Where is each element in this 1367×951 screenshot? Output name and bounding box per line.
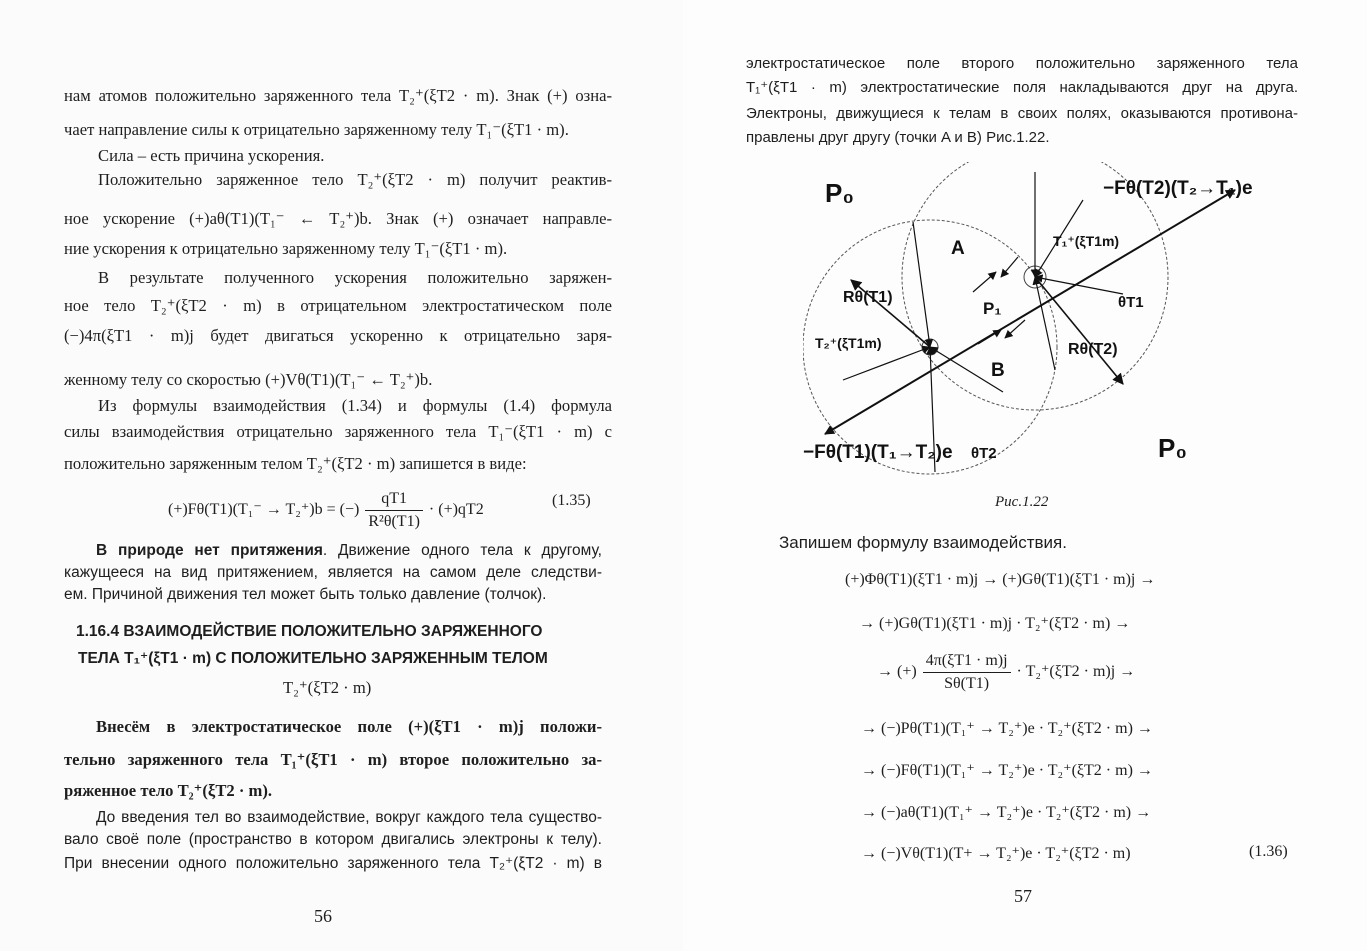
page-number: 56 [314, 906, 332, 926]
text-line: чает направление силы к отрицательно заряженному телу T₁⁻(ξT1 · m). [64, 120, 569, 139]
chain-frac-line [877, 650, 1135, 695]
chain-line: → (−)Vθ(T1)(T+ → T₂⁺)e · T₂⁺(ξT2 · m) [861, 845, 1131, 862]
formula-rhs: · (+)qT2 [428, 501, 484, 519]
label-p1: P₁ [983, 299, 1002, 318]
ray [843, 347, 930, 380]
text-line: нам атомов положительно заряженного тела T₂⁺(ξT2 · m). Знак (+) озна- [64, 86, 612, 105]
text-line: ное ускорение (+)aθ(T1)(T₁⁻ ← T₂⁺)b. Знак (+) означает направле- [64, 209, 612, 228]
text-line: ное тело T₂⁺(ξT2 · m) в отрицательном электростатическом поле [64, 296, 612, 315]
text-line: T₁⁺(ξT1 · m) электростатические поля накладываются друг на друга. [746, 79, 1298, 96]
fraction-numerator: 4π(ξT1 · m)j [923, 650, 1011, 673]
ray [913, 222, 930, 347]
bold-paragraph-line: ряженное тело T₂⁺(ξT2 · m). [64, 781, 273, 800]
radius-t2 [1035, 277, 1123, 384]
text-line: вало своё поле (пространство в котором двигались электроны к телу). [64, 831, 602, 848]
nature-rest: . Движение одного тела к другому, [322, 542, 602, 559]
fraction-denominator: Sθ(T1) [944, 675, 990, 692]
text-line: Электроны, движущиеся к телам в своих полях, оказываются противона- [746, 105, 1298, 122]
point-a-arrow [973, 272, 996, 292]
formula-1-35 [168, 488, 484, 533]
text-line: При внесении одного положительно заряженного тела T₂⁺(ξT2 · m) в [64, 855, 602, 872]
chain-line: (+)Φθ(T1)(ξT1 · m)j → (+)Gθ(T1)(ξT1 · m)j → [845, 571, 1156, 588]
point-b-arrow [978, 330, 1001, 344]
point-a-arrow [1001, 257, 1018, 277]
right-page [683, 0, 1367, 951]
text-line: (−)4π(ξT1 · m)j будет двигаться ускоренно к отрицательно заря- [64, 326, 612, 345]
left-page [0, 0, 683, 951]
page-number: 57 [1014, 886, 1032, 906]
bold-paragraph-line: Внесём в электростатическое поле (+)(ξT1 · m)j положи- [96, 717, 602, 736]
bold-paragraph-line: тельно заряженного тела T₁⁺(ξT1 · m) второе положительно за- [64, 750, 602, 769]
label-point-a: A [951, 238, 965, 259]
text-line: положительно заряженным телом T₂⁺(ξT2 · m) запишется в виде: [64, 454, 527, 473]
text-line: силы взаимодействия отрицательно заряженного тела T₁⁻(ξT1 · m) с [64, 422, 612, 441]
fraction-denominator: R²θ(T1) [368, 513, 420, 530]
text-line: ние ускорения к отрицательно заряженному телу T₁⁻(ξT1 · m). [64, 239, 508, 258]
chain-fraction [923, 650, 1011, 695]
label-po-bottom: P₀ [1158, 433, 1188, 463]
label-theta-t1: θT1 [1118, 294, 1144, 311]
figure-caption: Рис.1.22 [995, 494, 1049, 510]
nature-line-1 [96, 541, 602, 561]
intro-line: Запишем формулу взаимодействия. [779, 533, 1067, 552]
formula-fraction [365, 488, 423, 533]
section-heading-line-2: ТЕЛА T₁⁺(ξT1 · m) С ПОЛОЖИТЕЛЬНО ЗАРЯЖЕННЫМ ТЕЛОМ [78, 650, 548, 667]
label-force-bottom: −Fθ(T1)(T₁→T₂)e [803, 442, 953, 463]
frac-line-pre: → (+) [877, 663, 917, 681]
label-t2: T₂⁺(ξT1m) [815, 335, 882, 351]
equation-number: (1.35) [552, 492, 591, 509]
label-t1: T₁⁺(ξT1m) [1053, 233, 1120, 249]
text-line: электростатическое поле второго положительно заряженного тела [746, 55, 1298, 72]
chain-line: → (+)Gθ(T1)(ξT1 · m)j · T₂⁺(ξT2 · m) → [859, 615, 1131, 632]
nature-line-3: ем. Причиной движения тел может быть только давление (толчок). [64, 586, 547, 603]
text-line: Положительно заряженное тело T₂⁺(ξT2 · m) получит реактив- [98, 170, 612, 189]
nature-line-2: кажущееся на вид притяжением, является на самом деле следстви- [64, 564, 602, 581]
figure-1-22-diagram [803, 162, 1273, 482]
label-theta-t2: θT2 [971, 445, 997, 462]
text-line: правлены друг другу (точки A и B) Рис.1.22. [746, 129, 1050, 146]
text-line: женному телу со скоростью (+)Vθ(T1)(T₁⁻ ← T₂⁺)b. [64, 370, 433, 389]
ray [1035, 277, 1055, 370]
section-heading-line-1: 1.16.4 ВЗАИМОДЕЙСТВИЕ ПОЛОЖИТЕЛЬНО ЗАРЯЖЕННОГО [76, 623, 543, 640]
force-axis-line [825, 190, 1235, 434]
section-heading-line-3: T₂⁺(ξT2 · m) [283, 678, 372, 697]
nature-bold: В природе нет притяжения [96, 542, 323, 559]
chain-line: → (−)aθ(T1)(T₁⁺ → T₂⁺)e · T₂⁺(ξT2 · m) → [861, 804, 1152, 821]
text-line: До введения тел во взаимодействие, вокруг каждого тела существо- [96, 809, 602, 826]
chain-line: → (−)Fθ(T1)(T₁⁺ → T₂⁺)e · T₂⁺(ξT2 · m) → [861, 762, 1153, 779]
label-r-t2: Rθ(T2) [1068, 341, 1118, 358]
text-line: Из формулы взаимодействия (1.34) и формулы (1.4) формула [98, 396, 612, 415]
equation-number: (1.36) [1249, 843, 1288, 860]
label-point-b: B [991, 360, 1005, 381]
point-b-arrow [1005, 320, 1025, 338]
ray [1035, 277, 1123, 294]
fraction-numerator: qT1 [365, 488, 423, 511]
frac-line-post: · T₂⁺(ξT2 · m)j → [1016, 663, 1136, 681]
text-line: В результате полученного ускорения положительно заряжен- [98, 268, 612, 287]
label-po-top: P₀ [825, 178, 855, 208]
chain-line: → (−)Pθ(T1)(T₁⁺ → T₂⁺)e · T₂⁺(ξT2 · m) → [861, 720, 1153, 737]
label-r-t1: Rθ(T1) [843, 289, 893, 306]
label-force-top: −Fθ(T2)(T₂→T₁)e [1103, 178, 1253, 199]
text-line: Сила – есть причина ускорения. [98, 146, 325, 165]
formula-lhs: (+)Fθ(T1)(T₁⁻ → T₂⁺)b = (−) [168, 501, 360, 519]
